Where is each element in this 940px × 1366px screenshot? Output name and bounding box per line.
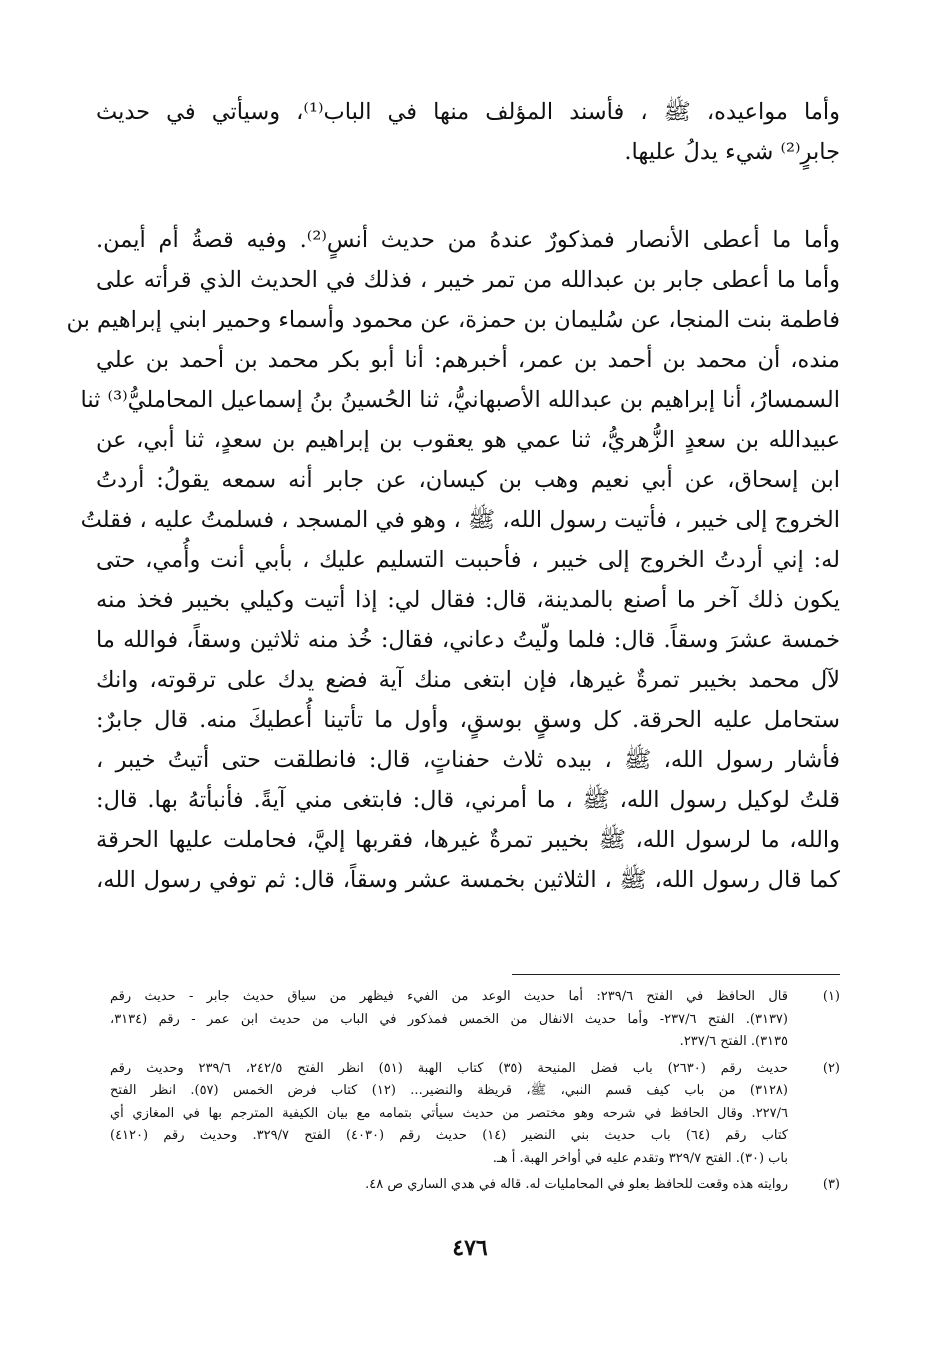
text-line: السمسارُ، أنا إبراهيم بن عبدالله الأصبهانيُّ، ثنا الحُسينُ بنُ إسماعيل المحامليُّ⁽³⁾ ثنا (80, 387, 840, 413)
footnote-line: (٣١٣٧). الفتح ٢٣٧/٦- وأما حديث الانفال من الخمس فمذكور في الباب من حديث ابن عمر - رقم (٣١٣٤، (110, 1011, 788, 1027)
text-line: جابرٍ⁽²⁾ شيء يدلُ عليها. (624, 139, 840, 165)
footnote-1 (110, 986, 840, 1054)
footnote-line: كتاب رقم (٦٤) باب حديث بني النضير (١٤) حديث رقم (٤٠٣٠) الفتح ٣٢٩/٧. وحديث رقم (٤١٢٠) (110, 1128, 788, 1143)
footnote-number: (٣) (822, 1177, 840, 1192)
footnote-line: (٣١٢٨) من باب كيف قسم النبي، ﷺ، قريظة والنضير... (١٢) كتاب فرض الخمس (٥٧). انظر الفتح (110, 1083, 788, 1098)
text-line: يكون ذلك آخر ما أصنع بالمدينة، قال: فقال لي: إذا أتيت وكيلي بخيبر فخذ منه (96, 587, 840, 613)
text-line: خمسة عشرَ وسقاً. قال: فلما ولّيتُ دعاني، فقال: خُذ منه ثلاثين وسقاً، فوالله ما (96, 627, 840, 653)
text-line: والله، ما لرسول الله، ﷺ بخيبر تمرةٌ غيرها، فقربها إليَّ، فحاملت عليها الحرقة (96, 827, 840, 853)
paragraph-promises (96, 92, 840, 172)
footnote-line: روايته هذه وقعت للحافظ بعلو في المحامليات له. قاله في هدي الساري ص ٤٨. (365, 1177, 788, 1192)
text-line: وأما ما أعطى الأنصار فمذكورٌ عندهُ من حديث أنسٍ⁽²⁾. وفيه قصةُ أم أيمن. (96, 227, 840, 253)
paragraph-hadith (66, 220, 840, 900)
text-line: وأما مواعيده، ﷺ ، فأسند المؤلف منها في الباب⁽¹⁾، وسيأتي في حديث (96, 99, 840, 125)
footnote-line: قال الحافظ في الفتح ٢٣٩/٦: أما حديث الوعد من الفيء فيظهر من سياق حديث جابر - حديث رقم (110, 989, 788, 1004)
text-line: كما قال رسول الله، ﷺ ، الثلاثين بخمسة عشر وسقاً، قال: ثم توفي رسول الله، (96, 867, 840, 893)
footnote-number: (٢) (822, 1060, 840, 1076)
text-line: له: إني أردتُ الخروج إلى خيبر ، فأحببت التسليم عليك ، بأبي أنت وأُمي، حتى (96, 547, 840, 573)
footnotes (110, 986, 840, 1197)
text-line: الخروج إلى خيبر ، فأتيت رسول الله، ﷺ ، وهو في المسجد ، فسلمتُ عليه ، فقلتُ (80, 507, 840, 533)
text-line: ستحامل عليه الحرقة. كل وسقٍ بوسقٍ، وأول ما تأتينا أُعطيكَ منه. قال جابرٌ: (96, 707, 840, 733)
footnote-2 (110, 1058, 840, 1171)
page-number: ٤٧٦ (452, 1235, 488, 1261)
text-line: لآل محمد بخيبر تمرةٌ غيرها، فإن ابتغى منك آية فضع يدك على ترقوته، وانك (96, 667, 840, 693)
footnote-line: حديث رقم (٢٦٣٠) باب فضل المنيحة (٣٥) كتاب الهبة (٥١) انظر الفتح ٢٤٢/٥، ٢٣٩/٦ وحديث رقم (110, 1060, 789, 1076)
text-line: منده، أن محمد بن أحمد بن عمر، أخبرهم: أنا أبو بكر محمد بن أحمد بن علي (96, 347, 840, 373)
text-line: ابن إسحاق، عن أبي نعيم وهب بن كيسان، عن جابر أنه سمعه يقولُ: أردتُ (96, 467, 840, 493)
text-line: قلتُ لوكيل رسول الله، ﷺ ، ما أمرني، قال: فابتغى مني آيةً. فأنبأتهُ بها. قال: (96, 787, 840, 813)
text-line: فاطمة بنت المنجا، عن سُليمان بن حمزة، عن محمود وأسماء وحمير ابني إبراهيم بن (66, 307, 840, 333)
text-line: فأشار رسول الله، ﷺ ، بيده ثلاث حفناتٍ، قال: فانطلقت حتى أتيتُ خيبر ، (96, 747, 840, 773)
footnote-line: باب (٣٠). الفتح ٣٢٩/٧ وتقدم عليه في أواخر الهبة. أ هـ. (492, 1150, 788, 1166)
footnote-line: ٢٢٧/٦. وقال الحافظ في شرحه وهو مختصر من حديث سيأتي بتمامه مع بيان الكيفية المترجم بها في المغازي أي (110, 1105, 788, 1121)
footnote-separator (512, 974, 840, 975)
footnote-3 (110, 1174, 840, 1197)
footnote-number: (١) (822, 989, 840, 1004)
text-line: عبيدالله بن سعدٍ الزُّهريُّ، ثنا عمي هو يعقوب بن إبراهيم بن سعدٍ، ثنا أبي، عن (96, 427, 840, 453)
text-line: وأما ما أعطى جابر بن عبدالله من تمر خيبر ، فذلك في الحديث الذي قرأته على (96, 267, 840, 293)
footnote-line: ٣١٣٥). الفتح ٢٣٧/٦. (679, 1034, 788, 1049)
